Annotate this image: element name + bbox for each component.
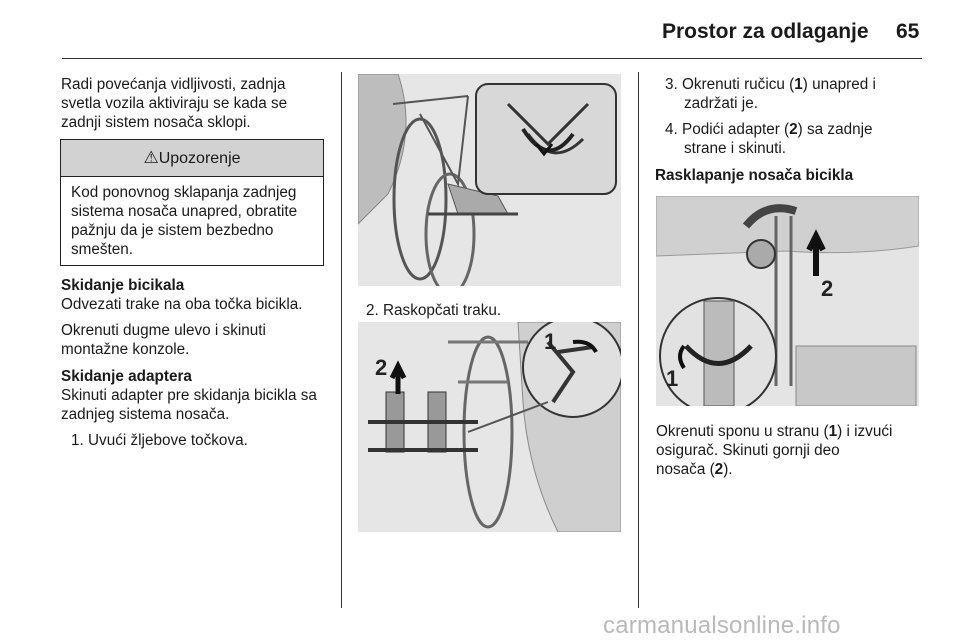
figure-bike-carrier <box>358 74 621 286</box>
step-3: 3. Okrenuti ručicu (1) unapred i <box>665 76 876 93</box>
step-2: 2. Raskopčati traku. <box>366 302 502 319</box>
header-rule <box>62 58 922 59</box>
section-remove-bikes: Skidanje bicikala Odvezati trake na oba točka bicikla. Okrenuti dugme ulevo i skinuti montažne konzole. <box>61 277 303 358</box>
warning-box <box>60 139 324 266</box>
figure-unfold-carrier <box>656 196 919 406</box>
figure-unbuckle-strap <box>358 322 621 532</box>
page-number: 65 <box>896 20 920 43</box>
section-heading: Skidanje bicikala <box>61 277 185 294</box>
section-heading: Skidanje adaptera <box>61 368 192 385</box>
warning-header <box>61 140 323 177</box>
step-4: 4. Podići adapter (2) sa zadnje <box>665 121 873 138</box>
figure-label-1: 1 <box>544 329 557 354</box>
section-heading-unfold: Rasklapanje nosača bicikla <box>655 167 854 184</box>
intro-paragraph: Radi povećanja vidljivosti, zadnja svetla vozila aktiviraju se kada se zadnji sistem nosača sklopi. <box>61 76 288 131</box>
warning-triangle-icon: ⚠ <box>143 148 159 167</box>
page-header <box>0 0 960 60</box>
step-1: 1. Uvući žljebove točkova. <box>71 432 248 449</box>
watermark: carmanualsonline.info <box>603 612 841 639</box>
page-title: Prostor za odlaganje <box>662 20 869 43</box>
column-divider-left <box>341 72 342 608</box>
figure-label-2: 2 <box>821 276 834 301</box>
section-remove-adapter: Skidanje adaptera Skinuti adapter pre skidanja bicikla sa zadnjeg sistema nosača. 1. Uvući žljebove točkova. <box>61 368 317 449</box>
warning-text: Kod ponovnog sklapanja zadnjeg sistema nosača unapred, obratite pažnju da je sistem bezbedno smešten. <box>71 184 298 258</box>
column-divider-right <box>638 72 639 608</box>
figure-caption: Okrenuti sponu u stranu (1) i izvući osigurač. Skinuti gornji deo nosača (2). <box>656 423 893 478</box>
figure-label-2: 2 <box>375 355 388 380</box>
warning-title: Upozorenje <box>158 150 241 167</box>
steps-3-4: 3. Okrenuti ručicu (1) unapred i zadržati je. 4. Podići adapter (2) sa zadnje strane i skinuti. <box>665 75 935 158</box>
figure-label-1: 1 <box>666 366 679 391</box>
